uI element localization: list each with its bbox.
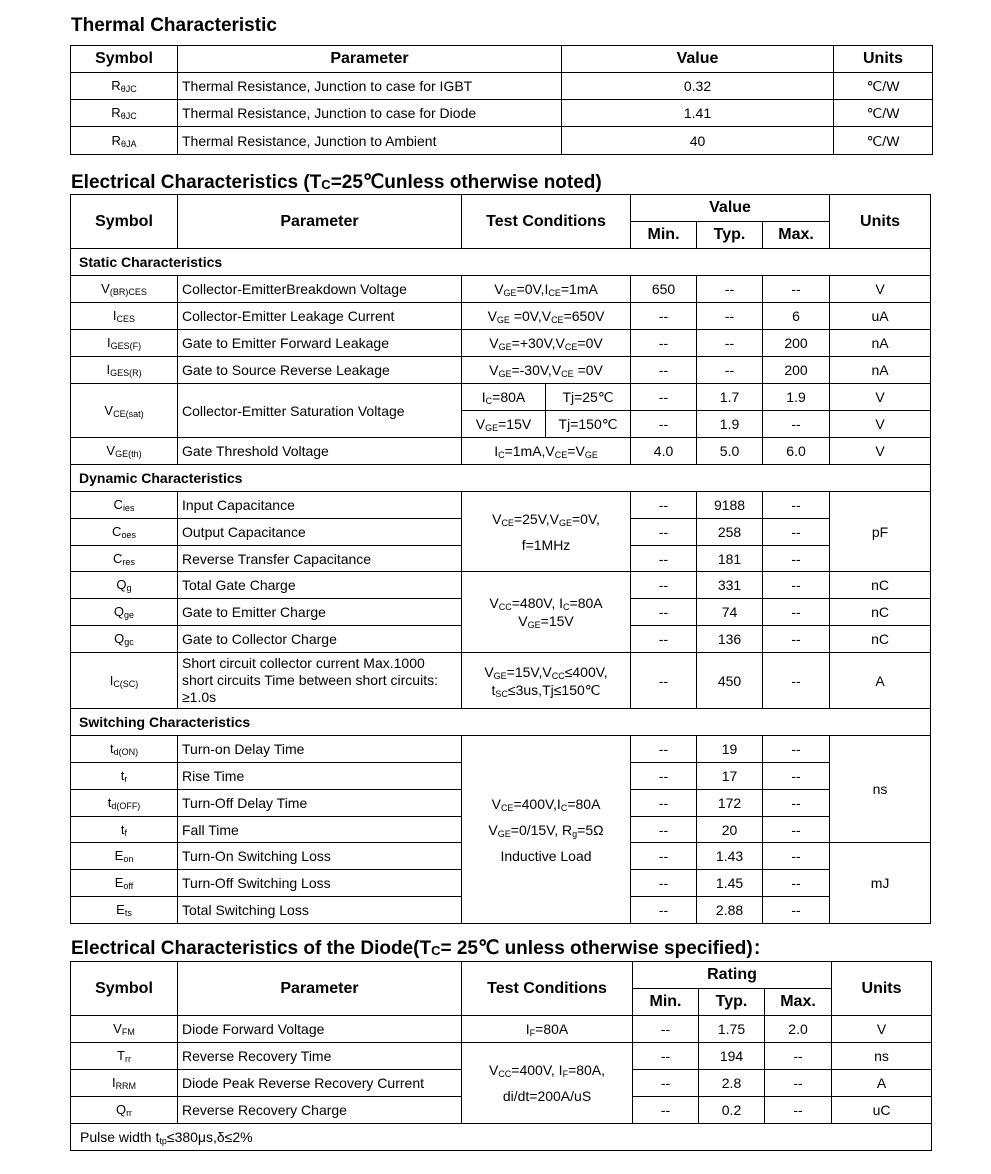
units-cell: nC — [830, 599, 931, 626]
section-static: Static Characteristics — [71, 249, 931, 276]
min-cell: -- — [633, 1016, 699, 1043]
units-cell: uC — [832, 1097, 932, 1124]
units-cell: ns — [830, 736, 931, 843]
max-cell: -- — [763, 276, 830, 303]
parameter-cell: Total Gate Charge — [178, 572, 462, 599]
header-units: Units — [832, 962, 932, 1016]
min-cell: 650 — [631, 276, 697, 303]
table-row — [71, 330, 931, 357]
header-parameter: Parameter — [178, 962, 462, 1016]
table-row — [71, 73, 933, 100]
typ-cell: 172 — [697, 790, 763, 817]
units-cell: ℃/W — [834, 100, 933, 127]
table-row — [71, 127, 933, 155]
max-cell: -- — [765, 1043, 832, 1070]
max-cell: -- — [763, 519, 830, 546]
symbol-cell: $C_{res}$ — [71, 546, 178, 572]
min-cell: -- — [633, 1043, 699, 1070]
max-cell: 200 — [763, 330, 830, 357]
header-min: Min. — [631, 222, 697, 249]
max-cell: 200 — [763, 357, 830, 384]
header-value: Value — [562, 46, 834, 73]
parameter-cell: Rise Time — [178, 763, 462, 790]
typ-cell: 181 — [697, 546, 763, 572]
max-cell: -- — [763, 843, 830, 870]
symbol-cell: $Q_{ge}$ — [71, 599, 178, 626]
condition-cell: $V_{GE} =0V,V_{CE}=650V$ — [462, 303, 631, 330]
header-typ: Typ. — [697, 222, 763, 249]
min-cell: -- — [631, 736, 697, 763]
header-value: Value — [631, 195, 830, 222]
typ-cell: 331 — [697, 572, 763, 599]
electrical-table — [70, 194, 931, 924]
parameter-cell: Turn-on Delay Time — [178, 736, 462, 763]
typ-cell: 1.45 — [697, 870, 763, 897]
symbol-cell: $t_{d(OFF)}$ — [71, 790, 178, 817]
min-cell: -- — [631, 357, 697, 384]
min-cell: -- — [631, 519, 697, 546]
max-cell: -- — [763, 736, 830, 763]
symbol-cell: $E_{off}$ — [71, 870, 178, 897]
symbol-cell: $R_{\theta JC}$ — [71, 100, 178, 127]
typ-cell: 17 — [697, 763, 763, 790]
header-test-conditions: Test Conditions — [462, 195, 631, 249]
symbol-cell: $V_{CE(sat)}$ — [71, 384, 178, 438]
parameter-cell: Gate to Emitter Forward Leakage — [178, 330, 462, 357]
parameter-cell: Input Capacitance — [178, 492, 462, 519]
max-cell: -- — [765, 1070, 832, 1097]
typ-cell: 258 — [697, 519, 763, 546]
units-cell: uA — [830, 303, 931, 330]
parameter-cell: Turn-Off Delay Time — [178, 790, 462, 817]
parameter-cell: Turn-On Switching Loss — [178, 843, 462, 870]
header-max: Max. — [765, 989, 832, 1016]
symbol-cell: $V_{(BR)CES}$ — [71, 276, 178, 303]
symbol-cell: $E_{on}$ — [71, 843, 178, 870]
symbol-cell: $I_{GES(F)}$ — [71, 330, 178, 357]
typ-cell: 0.2 — [699, 1097, 765, 1124]
parameter-cell: Collector-EmitterBreakdown Voltage — [178, 276, 462, 303]
condition-cell: $I_F=80A$ — [462, 1016, 633, 1043]
min-cell: -- — [633, 1070, 699, 1097]
units-cell: ℃/W — [834, 127, 933, 155]
min-cell: -- — [631, 411, 697, 438]
parameter-cell: Reverse Recovery Charge — [178, 1097, 462, 1124]
max-cell: -- — [765, 1097, 832, 1124]
units-cell: ns — [832, 1043, 932, 1070]
max-cell: -- — [763, 411, 830, 438]
typ-cell: 9188 — [697, 492, 763, 519]
table-row — [71, 492, 931, 519]
table-row — [71, 303, 931, 330]
min-cell: -- — [631, 817, 697, 843]
symbol-cell: $t_f$ — [71, 817, 178, 843]
table-row — [71, 357, 931, 384]
min-cell: -- — [631, 626, 697, 653]
typ-cell: 5.0 — [697, 438, 763, 465]
header-min: Min. — [633, 989, 699, 1016]
min-cell: -- — [631, 870, 697, 897]
electrical-title: Electrical Characteristics ($T_C=25℃unless$ otherwise noted) — [71, 172, 602, 193]
condition-cell: $V_{GE}=15V$ — [462, 411, 546, 438]
parameter-cell: Gate to Collector Charge — [178, 626, 462, 653]
header-units: Units — [834, 46, 933, 73]
symbol-cell: $C_{oes}$ — [71, 519, 178, 546]
min-cell: -- — [631, 492, 697, 519]
section-switching: Switching Characteristics — [71, 709, 931, 736]
max-cell: -- — [763, 653, 830, 709]
typ-cell: 74 — [697, 599, 763, 626]
header-max: Max. — [763, 222, 830, 249]
condition-tj-cell: Tj=150℃ — [546, 411, 631, 438]
header-rating: Rating — [633, 962, 832, 989]
header-test-conditions: Test Conditions — [462, 962, 633, 1016]
max-cell: -- — [763, 790, 830, 817]
min-cell: -- — [631, 572, 697, 599]
symbol-cell: $R_{\theta JC}$ — [71, 73, 178, 100]
typ-cell: 1.75 — [699, 1016, 765, 1043]
symbol-cell: $R_{\theta JA}$ — [71, 127, 178, 155]
parameter-cell: Diode Peak Reverse Recovery Current — [178, 1070, 462, 1097]
footnote: Pulse width $t_{tp}\le 380\mu s,\delta\le 2\%$ — [71, 1124, 932, 1151]
symbol-cell: $E_{ts}$ — [71, 897, 178, 924]
symbol-cell: $t_r$ — [71, 763, 178, 790]
parameter-cell: Short circuit collector current Max.1000 short circuits Time between short circuits: ≥1.0s — [178, 653, 462, 709]
min-cell: -- — [631, 303, 697, 330]
max-cell: -- — [763, 599, 830, 626]
condition-cell: $V_{CC}=480V$, $I_C=80A$ $V_{GE}=15V$ — [462, 572, 631, 653]
condition-cell: $V_{GE}=0V,I_{CE}=1mA$ — [462, 276, 631, 303]
table-row — [71, 100, 933, 127]
condition-cell: $V_{GE}=15V,V_{CC}\le 400V$, $t_{SC}\le 3us,Tj\le 150℃$ — [462, 653, 631, 709]
typ-cell: -- — [697, 330, 763, 357]
typ-cell: -- — [697, 357, 763, 384]
units-cell: A — [830, 653, 931, 709]
diode-title: Electrical Characteristics of the $Diode(T_C=$ 25℃ unless otherwise specified)： — [71, 938, 772, 959]
typ-cell: 1.7 — [697, 384, 763, 411]
symbol-cell: $t_{d(ON)}$ — [71, 736, 178, 763]
max-cell: -- — [763, 546, 830, 572]
header-symbol: Symbol — [71, 962, 178, 1016]
units-cell: nA — [830, 357, 931, 384]
max-cell: -- — [763, 492, 830, 519]
symbol-cell: $V_{FM}$ — [71, 1016, 178, 1043]
min-cell: -- — [631, 790, 697, 817]
min-cell: -- — [631, 599, 697, 626]
min-cell: -- — [631, 330, 697, 357]
parameter-cell: Diode Forward Voltage — [178, 1016, 462, 1043]
value-cell: 40 — [562, 127, 834, 155]
max-cell: -- — [763, 763, 830, 790]
min-cell: -- — [631, 384, 697, 411]
table-row — [71, 572, 931, 599]
min-cell: -- — [631, 653, 697, 709]
table-row — [71, 1016, 932, 1043]
parameter-cell: Thermal Resistance, Junction to Ambient — [178, 127, 562, 155]
symbol-cell: $Q_{rr}$ — [71, 1097, 178, 1124]
max-cell: 6 — [763, 303, 830, 330]
symbol-cell: $T_{rr}$ — [71, 1043, 178, 1070]
units-cell: V — [830, 438, 931, 465]
max-cell: -- — [763, 817, 830, 843]
table-row — [71, 438, 931, 465]
symbol-cell: $Q_g$ — [71, 572, 178, 599]
symbol-cell: $I_{RRM}$ — [71, 1070, 178, 1097]
header-symbol: Symbol — [71, 195, 178, 249]
parameter-cell: Gate Threshold Voltage — [178, 438, 462, 465]
units-cell: mJ — [830, 843, 931, 924]
units-cell: nC — [830, 626, 931, 653]
symbol-cell: $V_{GE(th)}$ — [71, 438, 178, 465]
parameter-cell: Reverse Recovery Time — [178, 1043, 462, 1070]
header-parameter: Parameter — [178, 46, 562, 73]
max-cell: -- — [763, 897, 830, 924]
parameter-cell: Gate to Emitter Charge — [178, 599, 462, 626]
typ-cell: 136 — [697, 626, 763, 653]
condition-cell: $V_{CC}=400V$, $I_F=80A$, di/dt=200A/uS — [462, 1043, 633, 1124]
units-cell: pF — [830, 492, 931, 572]
symbol-cell: $C_{ies}$ — [71, 492, 178, 519]
typ-cell: 2.8 — [699, 1070, 765, 1097]
condition-cell: $V_{GE}=-30V,V_{CE} =0V$ — [462, 357, 631, 384]
typ-cell: -- — [697, 276, 763, 303]
parameter-cell: Reverse Transfer Capacitance — [178, 546, 462, 572]
typ-cell: 19 — [697, 736, 763, 763]
table-row — [71, 1043, 932, 1070]
units-cell: V — [830, 276, 931, 303]
table-row — [71, 276, 931, 303]
condition-cell: $V_{CE}=400V,I_C=80A$ $V_{GE}=0/15V$, $R_g=5\Omega$ Inductive Load — [462, 736, 631, 924]
max-cell: 1.9 — [763, 384, 830, 411]
header-units: Units — [830, 195, 931, 249]
symbol-cell: $Q_{gc}$ — [71, 626, 178, 653]
typ-cell: 194 — [699, 1043, 765, 1070]
typ-cell: 1.9 — [697, 411, 763, 438]
table-row — [71, 653, 931, 709]
units-cell: V — [830, 411, 931, 438]
max-cell: -- — [763, 572, 830, 599]
max-cell: 2.0 — [765, 1016, 832, 1043]
parameter-cell: Output Capacitance — [178, 519, 462, 546]
condition-cell: $I_C=80A$ — [462, 384, 546, 411]
parameter-cell: Thermal Resistance, Junction to case for IGBT — [178, 73, 562, 100]
parameter-cell: Total Switching Loss — [178, 897, 462, 924]
typ-cell: 1.43 — [697, 843, 763, 870]
condition-cell: $V_{GE}=+30V,V_{CE}=0V$ — [462, 330, 631, 357]
header-parameter: Parameter — [178, 195, 462, 249]
min-cell: -- — [631, 897, 697, 924]
parameter-cell: Turn-Off Switching Loss — [178, 870, 462, 897]
header-symbol: Symbol — [71, 46, 178, 73]
table-row — [71, 736, 931, 763]
min-cell: -- — [631, 843, 697, 870]
parameter-cell: Gate to Source Reverse Leakage — [178, 357, 462, 384]
symbol-cell: $I_{CES}$ — [71, 303, 178, 330]
parameter-cell: Collector-Emitter Saturation Voltage — [178, 384, 462, 438]
symbol-cell: $I_{C(SC)}$ — [71, 653, 178, 709]
typ-cell: 20 — [697, 817, 763, 843]
condition-tj-cell: Tj=25℃ — [546, 384, 631, 411]
table-row — [71, 384, 931, 411]
parameter-cell: Collector-Emitter Leakage Current — [178, 303, 462, 330]
symbol-cell: $I_{GES(R)}$ — [71, 357, 178, 384]
thermal-title: Thermal Characteristic — [71, 15, 277, 36]
condition-cell: $V_{CE}=25V,V_{GE}=0V$, f=1MHz — [462, 492, 631, 572]
units-cell: A — [832, 1070, 932, 1097]
typ-cell: -- — [697, 303, 763, 330]
max-cell: 6.0 — [763, 438, 830, 465]
units-cell: V — [832, 1016, 932, 1043]
parameter-cell: Fall Time — [178, 817, 462, 843]
units-cell: ℃/W — [834, 73, 933, 100]
min-cell: 4.0 — [631, 438, 697, 465]
units-cell: V — [830, 384, 931, 411]
section-dynamic: Dynamic Characteristics — [71, 465, 931, 492]
max-cell: -- — [763, 626, 830, 653]
min-cell: -- — [631, 763, 697, 790]
typ-cell: 450 — [697, 653, 763, 709]
header-typ: Typ. — [699, 989, 765, 1016]
min-cell: -- — [631, 546, 697, 572]
min-cell: -- — [633, 1097, 699, 1124]
value-cell: 0.32 — [562, 73, 834, 100]
units-cell: nA — [830, 330, 931, 357]
units-cell: nC — [830, 572, 931, 599]
thermal-table — [70, 45, 933, 155]
max-cell: -- — [763, 870, 830, 897]
condition-cell: $I_C=1mA,V_{CE}=V_{GE}$ — [462, 438, 631, 465]
parameter-cell: Thermal Resistance, Junction to case for Diode — [178, 100, 562, 127]
typ-cell: 2.88 — [697, 897, 763, 924]
diode-table — [70, 961, 932, 1151]
value-cell: 1.41 — [562, 100, 834, 127]
